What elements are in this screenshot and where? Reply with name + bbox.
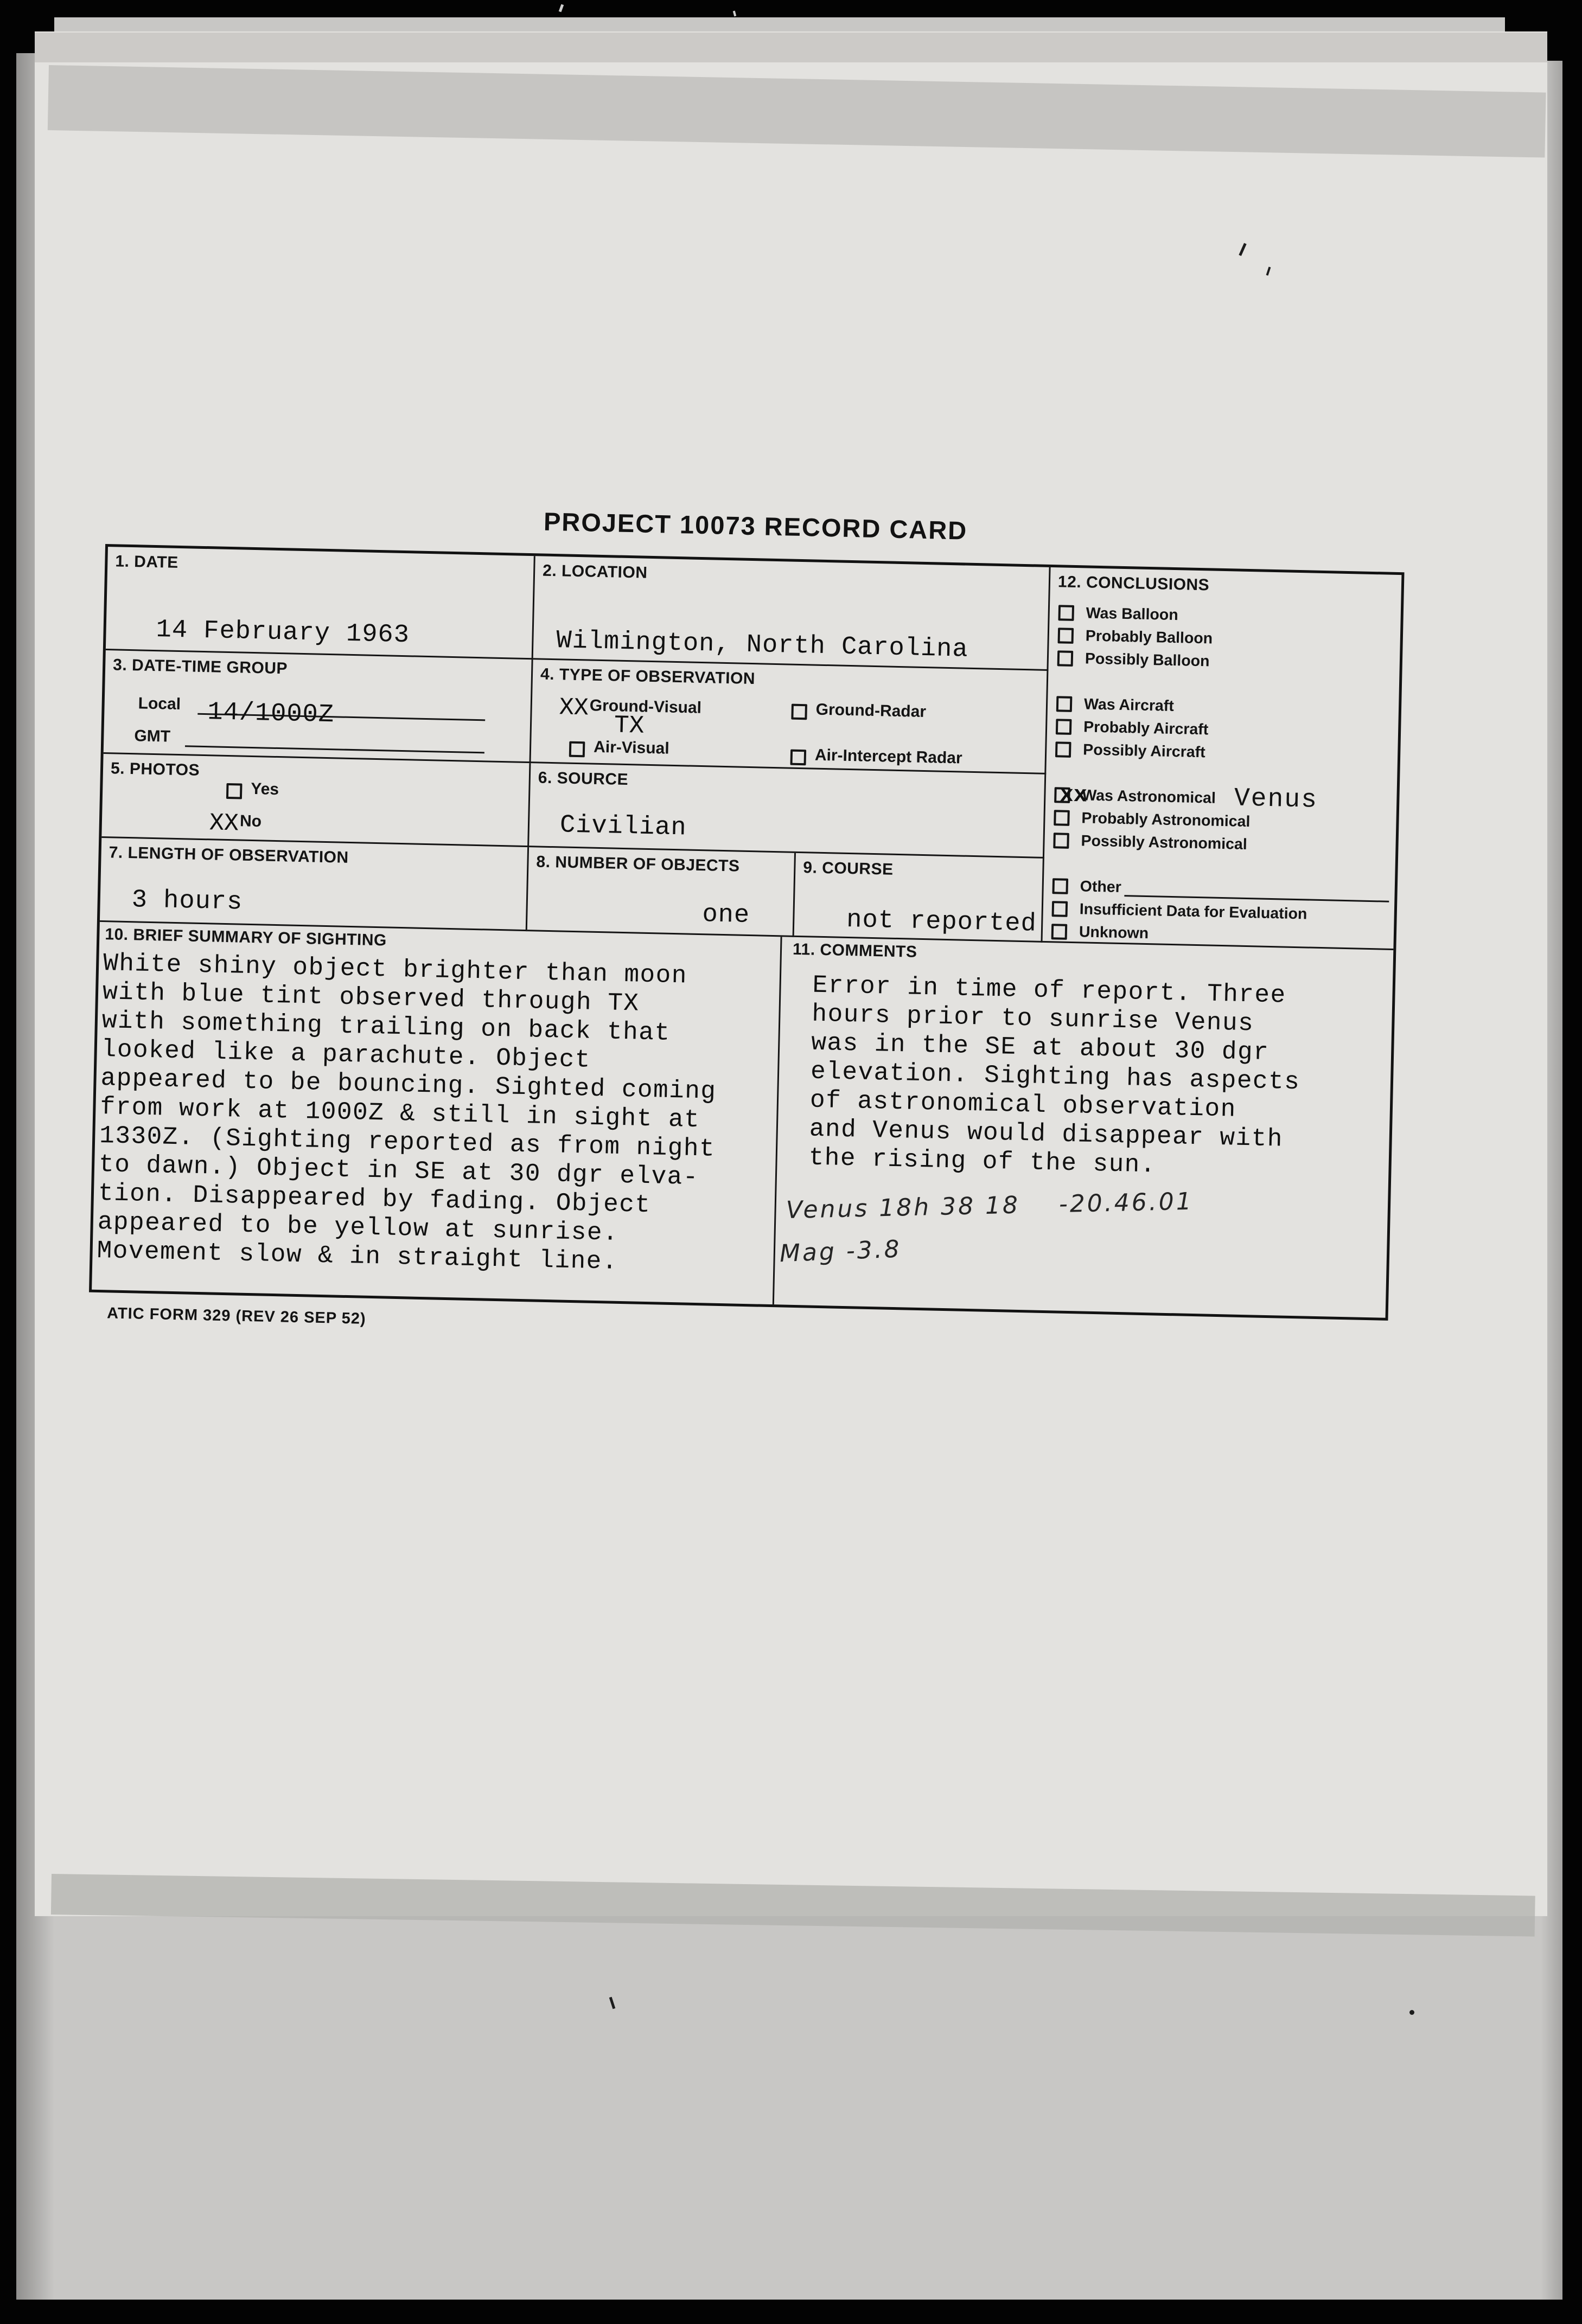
conclusion-item: Probably Aircraft bbox=[1056, 715, 1393, 745]
checkbox-icon bbox=[1052, 878, 1068, 894]
film-speck bbox=[1409, 2010, 1414, 2015]
conclusion-venus-note: Venus bbox=[1234, 784, 1318, 815]
photos-no-option: XXNo bbox=[209, 809, 262, 838]
comments-text: Error in time of report. Three hours prior to sunrise Venus was in the SE at about 30 dgr elevation. Sighting has aspects of astronomical observation and Venus would disappear with the rising of the sun. bbox=[808, 971, 1300, 1180]
checkbox-icon bbox=[569, 741, 585, 758]
checkbox-icon bbox=[1052, 901, 1068, 917]
field-date bbox=[106, 547, 535, 660]
conclusion-item-was-astronomical: xx Was Astronomical Venus bbox=[1054, 783, 1392, 814]
option-ground-radar: Ground-Radar bbox=[791, 700, 926, 723]
conclusion-item: Unknown bbox=[1051, 920, 1388, 950]
typed-check-mark: xx bbox=[1059, 781, 1088, 809]
conclusion-item: Probably Astronomical bbox=[1054, 806, 1391, 836]
field-length-value: 3 hours bbox=[131, 886, 243, 917]
checkbox-icon bbox=[1056, 696, 1073, 712]
checkbox-icon bbox=[1053, 833, 1069, 849]
typed-check-mark: XX bbox=[559, 694, 589, 722]
conclusion-item: Probably Balloon bbox=[1057, 624, 1395, 654]
field-source-label: 6. SOURCE bbox=[538, 769, 629, 789]
field-date-time-group bbox=[104, 650, 533, 763]
handwritten-note-magnitude: Mag -3.8 bbox=[779, 1235, 902, 1268]
field-location-label: 2. LOCATION bbox=[542, 561, 648, 582]
field-numobj-label: 8. NUMBER OF OBJECTS bbox=[536, 853, 740, 875]
conclusion-item: Was Aircraft bbox=[1056, 692, 1394, 722]
field-date-value: 14 February 1963 bbox=[156, 616, 410, 650]
field-course-value: not reported bbox=[846, 905, 1037, 939]
checkbox-icon bbox=[226, 783, 243, 799]
field-typeobs-label: 4. TYPE OF OBSERVATION bbox=[540, 665, 756, 688]
option-air-visual: Air-Visual bbox=[569, 738, 669, 759]
dtg-gmt-blank bbox=[185, 727, 485, 753]
film-speck bbox=[559, 4, 564, 12]
tx-annotation: TX bbox=[614, 711, 645, 740]
checkbox-icon bbox=[1058, 628, 1074, 644]
conclusion-item: Possibly Astronomical bbox=[1053, 829, 1390, 859]
field-source bbox=[529, 763, 1046, 859]
field-length-label: 7. LENGTH OF OBSERVATION bbox=[109, 843, 349, 867]
field-brief-summary bbox=[92, 922, 782, 1304]
dtg-local-label: Local bbox=[138, 694, 181, 714]
page-title: PROJECT 10073 RECORD CARD bbox=[543, 507, 968, 545]
record-card-document bbox=[88, 497, 1406, 1350]
photos-yes-option: Yes bbox=[226, 779, 279, 800]
typed-check-mark: XX bbox=[209, 809, 239, 838]
field-type-of-observation bbox=[531, 660, 1048, 774]
checkbox-icon bbox=[1055, 741, 1071, 758]
field-course bbox=[794, 853, 1044, 943]
field-summary-label: 10. BRIEF SUMMARY OF SIGHTING bbox=[105, 925, 387, 950]
field-conclusions bbox=[1042, 567, 1401, 950]
field-location bbox=[533, 556, 1051, 671]
film-speck bbox=[733, 11, 736, 17]
field-number-of-objects bbox=[527, 847, 796, 937]
checkbox-icon bbox=[1054, 810, 1070, 826]
form-footer: ATIC FORM 329 (REV 26 SEP 52) bbox=[106, 1304, 366, 1328]
conclusion-item: Was Balloon bbox=[1058, 601, 1395, 631]
checkbox-icon bbox=[1058, 605, 1074, 621]
field-source-value: Civilian bbox=[559, 811, 687, 843]
conclusion-item: Insufficient Data for Evaluation bbox=[1051, 897, 1389, 927]
field-photos bbox=[101, 754, 531, 847]
handwritten-note-venus: Venus 18h 38 18 -20.46.01 bbox=[786, 1187, 1194, 1225]
checkbox-icon bbox=[1057, 650, 1074, 667]
record-card-table bbox=[89, 544, 1405, 1321]
dtg-gmt-value: 14/1000Z bbox=[207, 698, 335, 730]
conclusion-item-other: Other bbox=[1052, 874, 1389, 905]
checkbox-icon bbox=[790, 750, 807, 766]
field-date-label: 1. DATE bbox=[115, 552, 179, 572]
checkbox-icon bbox=[1051, 924, 1068, 940]
dtg-gmt-label: GMT bbox=[134, 727, 171, 746]
field-location-value: Wilmington, North Carolina bbox=[556, 626, 969, 664]
field-numobj-value: one bbox=[701, 900, 750, 931]
checkbox-icon bbox=[791, 704, 807, 720]
conclusion-item: Possibly Balloon bbox=[1057, 646, 1394, 677]
checkbox-icon bbox=[1056, 719, 1072, 735]
field-length-of-observation bbox=[100, 838, 529, 931]
field-comments bbox=[774, 937, 1394, 1317]
field-conclusions-label: 12. CONCLUSIONS bbox=[1057, 573, 1210, 594]
field-dtg-label: 3. DATE-TIME GROUP bbox=[112, 656, 288, 678]
summary-text: White shiny object brighter than moon with blue tint observed through TX with something trailing on back that looked like a parachute. Object appeared to be bouncing. Sighted coming from work at 1000Z & still in sight at 1330Z. (Sighting reported as from night to dawn.) Object in SE at 30 dgr elva- tion. Disappeared by fading. Object appeared to be yellow at sunrise. Movement slow & in straight line. bbox=[97, 949, 717, 1276]
field-photos-label: 5. PHOTOS bbox=[110, 759, 200, 779]
other-blank-line bbox=[1124, 879, 1389, 902]
option-air-intercept-radar: Air-Intercept Radar bbox=[790, 746, 962, 769]
conclusion-item: Possibly Aircraft bbox=[1055, 738, 1393, 768]
option-ground-visual: XXGround-Visual bbox=[559, 694, 702, 722]
field-course-label: 9. COURSE bbox=[803, 859, 894, 879]
conclusions-list bbox=[1051, 601, 1395, 950]
scan-shadow-top bbox=[35, 33, 1547, 62]
field-comments-label: 11. COMMENTS bbox=[792, 940, 917, 961]
